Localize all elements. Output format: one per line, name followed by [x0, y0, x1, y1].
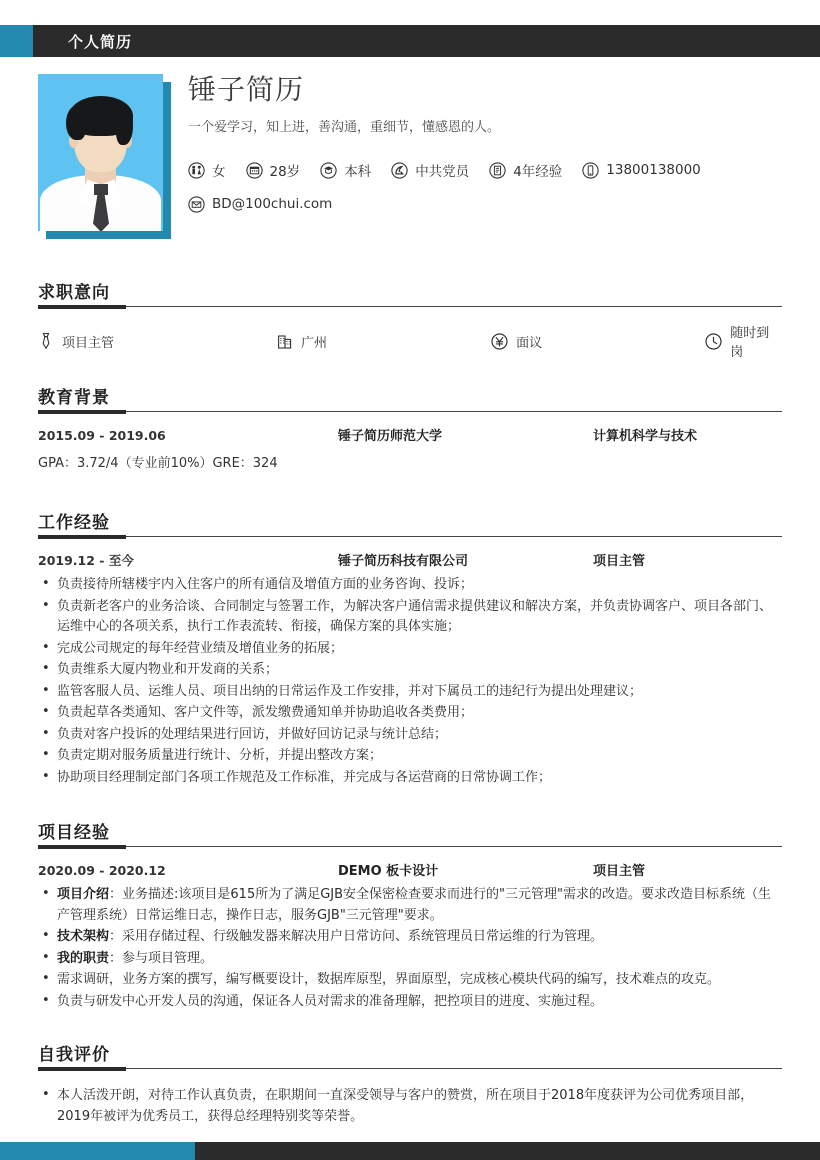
- bottom-bar: [0, 1142, 820, 1160]
- project-name: DEMO 板卡设计: [338, 864, 439, 879]
- job-intention-city: [277, 322, 491, 360]
- job-intention-availability-value: 随时到岗: [730, 326, 770, 360]
- education-entry-row: [38, 425, 782, 444]
- list-item: [38, 927, 782, 948]
- list-item: • 负责接待所辖楼宇内入住客户的所有通信及增值方面的业务咨询、投诉；: [38, 575, 782, 596]
- section-header-job-intention: [38, 278, 782, 310]
- mail-icon: [188, 196, 205, 213]
- info-phone: [582, 162, 700, 179]
- job-intention-salary: [491, 322, 705, 360]
- info-gender: [188, 160, 226, 180]
- job-intention-row: [38, 322, 782, 360]
- avatar-photo: [38, 74, 163, 231]
- document-title: 个人简历: [68, 32, 133, 51]
- list-item: • 监管客服人员、运维人员、项目出纳的日常运作及工作安排，并对下属员工的违纪行为提出处理建议；: [38, 682, 782, 703]
- work-bullet-list: [38, 575, 782, 788]
- self-evaluation-bullet-list: [38, 1086, 782, 1127]
- section-rule-thick: [38, 845, 126, 849]
- info-gender-value: 女: [212, 164, 226, 180]
- job-intention-position: [38, 322, 277, 360]
- job-intention-position-value: 项目主管: [62, 335, 115, 351]
- section-title: 教育背景: [38, 388, 110, 408]
- info-email: [188, 196, 332, 213]
- education-date: 2015.09 - 2019.06: [38, 428, 166, 443]
- profile-header: [0, 70, 820, 240]
- candidate-name: 锤子简历: [188, 73, 305, 106]
- work-date: 2019.12 - 至今: [38, 553, 134, 568]
- list-item: [38, 970, 782, 991]
- job-intention-city-value: 广州: [301, 335, 328, 351]
- work-company: 锤子简历科技有限公司: [338, 554, 469, 569]
- tie-icon: [38, 332, 54, 350]
- list-item-text: ：业务描述:该项目是615所为了满足GJB安全保密检查要求而进行的"三元管理"需求的改造。要求改造目标系统（生产管理系统）日常运维日志，操作日志，服务GJB"三元管理"要求。: [57, 887, 771, 923]
- list-item: • 负责维系大厦内物业和开发商的关系；: [38, 660, 782, 681]
- info-experience-value: 4年经验: [513, 164, 563, 180]
- section-rule-thick: [38, 410, 126, 414]
- info-education: [320, 160, 371, 180]
- gender-icon: [188, 162, 205, 179]
- list-item-text: ：参与项目管理。: [109, 950, 214, 966]
- list-item: • 负责新老客户的业务洽谈、合同制定与签署工作，为解决客户通信需求提供建议和解决方案，并负责协调客户、项目各部门、运维中心的各项关系，执行工作表流转、衔接，确保方案的具体实施；: [38, 597, 782, 638]
- project-date: 2020.09 - 2020.12: [38, 863, 166, 878]
- profile-text-block: [188, 70, 788, 226]
- document-icon: [489, 162, 506, 179]
- project-bullet-list: [38, 885, 782, 1012]
- list-item-text: 需求调研，业务方案的撰写，编写概要设计，数据库原型，界面原型，完成核心模块代码的编写，技术难点的攻克。: [57, 972, 721, 987]
- profile-info-row-1: [188, 158, 788, 182]
- avatar: [38, 74, 166, 234]
- avatar-hair-side-left: [66, 106, 86, 140]
- section-title: 求职意向: [38, 283, 110, 303]
- list-item: [38, 949, 782, 970]
- section-rule-thick: [38, 1067, 126, 1071]
- list-item-text: 负责与研发中心开发人员的沟通，保证各人员对需求的准备理解，把控项目的进度、实施过程。: [57, 993, 604, 1009]
- info-age: [246, 160, 301, 180]
- education-entry: [38, 425, 782, 471]
- info-email-value: BD@100chui.com: [212, 196, 333, 212]
- project-entry: [38, 860, 782, 1012]
- info-political-status: [391, 160, 469, 180]
- list-item: • 协助项目经理制定部门各项工作规范及工作标准，并完成与各运营商的日常协调工作；: [38, 768, 782, 789]
- list-item: [38, 885, 782, 926]
- section-rule-thick: [38, 535, 126, 539]
- section-title: 项目经验: [38, 823, 110, 843]
- candidate-tagline: 一个爱学习，知上进，善沟通，重细节，懂感恩的人。: [188, 120, 501, 135]
- info-political-status-value: 中共党员: [415, 164, 470, 180]
- education-detail: GPA：3.72/4（专业前10%）GRE：324: [38, 456, 278, 471]
- info-phone-value: 13800138000: [606, 162, 701, 178]
- section-header-self-evaluation: [38, 1040, 782, 1072]
- section-header-education: [38, 383, 782, 415]
- list-item-label: 项目介绍: [57, 887, 110, 902]
- top-bar: [0, 25, 820, 57]
- job-intention-availability: [705, 322, 782, 360]
- list-item: • 本人活泼开朗，对待工作认真负责，在职期间一直深受领导与客户的赞赏，所在项目于2018年度获评为公司优秀项目部，2019年被评为优秀员工，获得总经理特别奖等荣誉。: [38, 1086, 782, 1127]
- list-item: • 负责定期对服务质量进行统计、分析，并提出整改方案；: [38, 746, 782, 767]
- section-rule-thin: [38, 536, 782, 537]
- list-item-text: ：采用存储过程、行级触发器来解决用户日常访问、系统管理员日常运维的行为管理。: [109, 929, 604, 944]
- section-job-intention: [38, 278, 782, 360]
- clock-icon: [705, 333, 722, 350]
- list-item: [38, 992, 782, 1013]
- party-icon: [391, 162, 408, 179]
- avatar-hair-side-right: [116, 107, 133, 145]
- project-entry-row: [38, 860, 782, 879]
- bottom-bar-dark-block: [195, 1142, 820, 1160]
- section-education: [38, 383, 782, 471]
- section-header-project-experience: [38, 818, 782, 850]
- list-item: • 完成公司规定的每年经营业绩及增值业务的拓展；: [38, 639, 782, 660]
- top-bar-dark-block: [33, 25, 820, 57]
- education-major: 计算机科学与技术: [593, 429, 698, 444]
- info-education-value: 本科: [344, 164, 372, 180]
- project-role: 项目主管: [593, 864, 646, 879]
- list-item: • 负责对客户投诉的处理结果进行回访，并做好回访记录与统计总结；: [38, 725, 782, 746]
- profile-info-block: [188, 158, 788, 216]
- section-rule-thin: [38, 411, 782, 412]
- info-age-value: 28岁: [269, 164, 301, 180]
- building-icon: [277, 333, 293, 350]
- list-item-label: 我的职责: [57, 950, 110, 966]
- section-rule-thick: [38, 305, 126, 309]
- education-school: 锤子简历师范大学: [338, 429, 443, 444]
- section-self-evaluation: [38, 1040, 782, 1128]
- section-rule-thin: [38, 306, 782, 307]
- top-bar-accent-block: [0, 25, 33, 57]
- calendar-icon: [246, 162, 263, 179]
- job-intention-salary-value: 面议: [516, 335, 543, 351]
- list-item-label: 技术架构: [57, 929, 110, 944]
- section-title: 工作经验: [38, 513, 110, 533]
- section-rule-thin: [38, 846, 782, 847]
- section-title: 自我评价: [38, 1045, 110, 1065]
- bottom-bar-accent-block: [0, 1142, 195, 1160]
- profile-info-row-2: [188, 192, 788, 216]
- graduation-icon: [320, 162, 337, 179]
- yen-icon: [491, 333, 508, 350]
- work-entry-row: [38, 550, 782, 569]
- work-role: 项目主管: [593, 554, 646, 569]
- avatar-tie-knot: [94, 184, 108, 195]
- section-rule-thin: [38, 1068, 782, 1069]
- phone-icon: [582, 162, 599, 179]
- section-work-experience: [38, 508, 782, 789]
- section-header-work-experience: [38, 508, 782, 540]
- work-entry: [38, 550, 782, 788]
- info-experience: [489, 160, 562, 180]
- section-project-experience: [38, 818, 782, 1013]
- list-item: • 负责起草各类通知、客户文件等，派发缴费通知单并协助追收各类费用；: [38, 703, 782, 724]
